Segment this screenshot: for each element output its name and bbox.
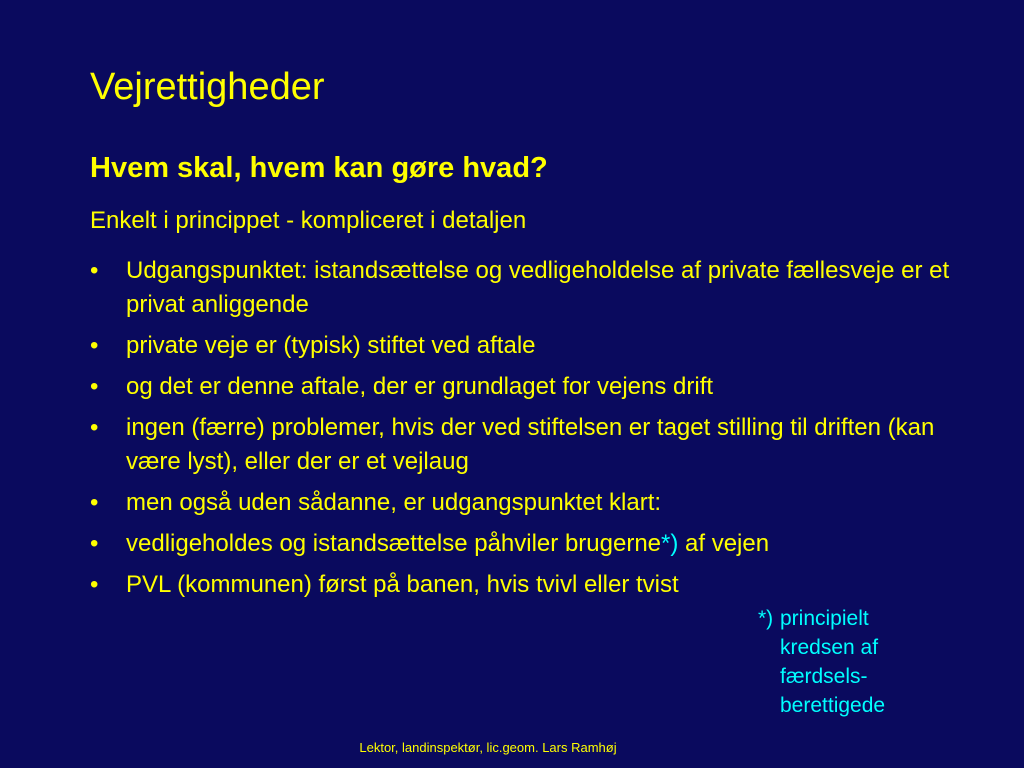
footnote-line: principielt: [780, 607, 869, 630]
bullet-item: [90, 329, 960, 363]
bullet-list: [90, 254, 960, 609]
bullet-item: [90, 370, 960, 404]
bullet-icon: •: [90, 257, 99, 284]
bullet-text: ingen (færre) problemer, hvis der ved stiftelsen er taget stilling til driften (kan være lyst), eller der er et vejlaug: [126, 414, 935, 475]
bullet-text: private veje er (typisk) stiftet ved aftale: [126, 332, 536, 359]
bullet-text-after: af vejen: [678, 530, 770, 557]
slide-lead: Enkelt i princippet - kompliceret i detaljen: [90, 207, 527, 234]
bullet-text: og det er denne aftale, der er grundlaget for vejens drift: [126, 373, 714, 400]
bullet-item: [90, 486, 960, 520]
slide-footer: Lektor, landinspektør, lic.geom. Lars Ramhøj: [359, 740, 617, 755]
footnote-marker: *): [758, 607, 774, 630]
bullet-item: [90, 411, 960, 479]
footnote-text: [780, 604, 940, 720]
bullet-text: Udgangspunktet: istandsættelse og vedligeholdelse af private fællesveje er et privat anliggende: [126, 257, 950, 318]
bullet-icon: •: [90, 373, 99, 400]
bullet-icon: •: [90, 332, 99, 359]
bullet-text: PVL (kommunen) først på banen, hvis tvivl eller tvist: [126, 571, 679, 598]
bullet-icon: •: [90, 414, 99, 441]
slide-title: Vejrettigheder: [90, 66, 325, 108]
bullet-text-before: vedligeholdes og istandsættelse påhviler brugerne: [126, 530, 662, 557]
bullet-text: men også uden sådanne, er udgangspunktet klart:: [126, 489, 662, 516]
bullet-item: [90, 568, 960, 602]
bullet-item: [90, 254, 960, 322]
footnote-line: berettigede: [780, 694, 886, 717]
bullet-item: [90, 527, 960, 561]
bullet-icon: •: [90, 530, 99, 557]
footnote-line: kredsen af: [780, 636, 879, 659]
footnote-reference: *): [661, 530, 679, 557]
footnote-line: færdsels-: [780, 665, 868, 688]
bullet-icon: •: [90, 571, 99, 598]
bullet-icon: •: [90, 489, 99, 516]
slide-subtitle: Hvem skal, hvem kan gøre hvad?: [90, 152, 548, 184]
